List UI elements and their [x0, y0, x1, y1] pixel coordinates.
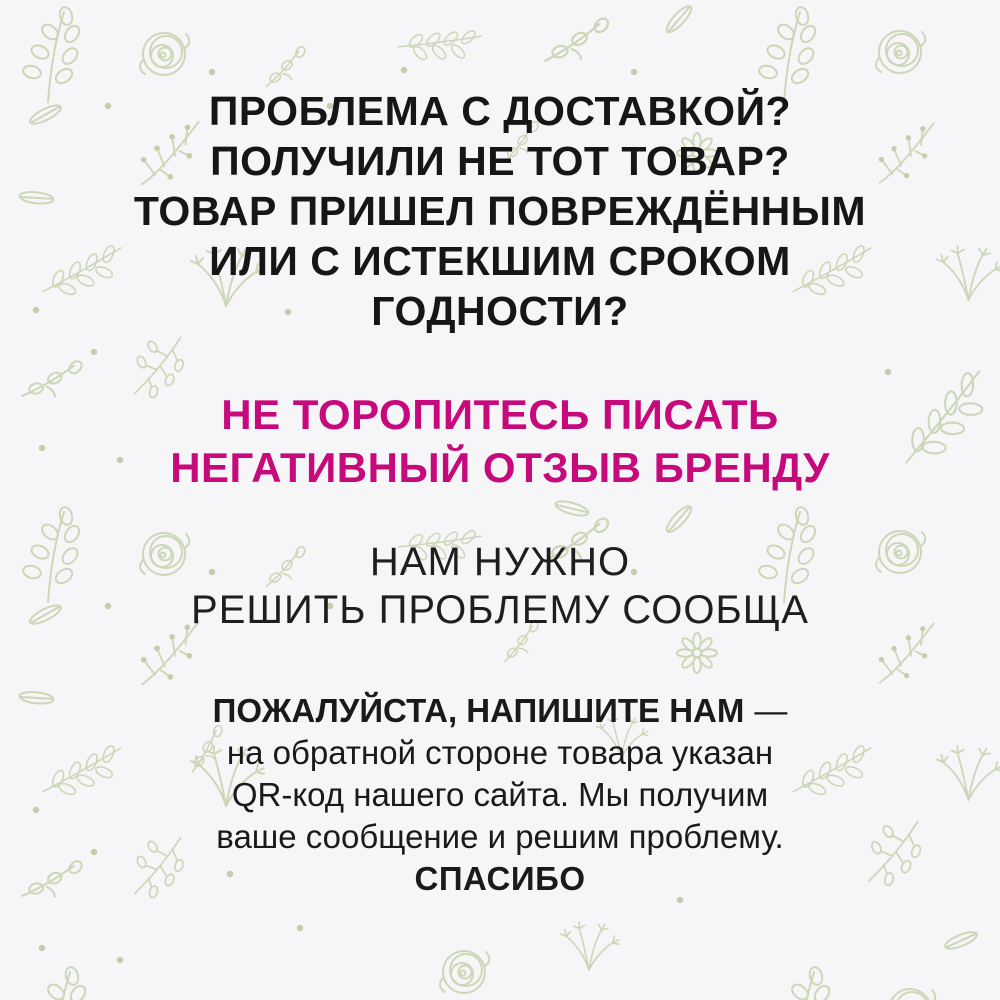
footer-lead-line: [0, 690, 1000, 732]
subheading: [0, 538, 1000, 634]
footer-dash: —: [754, 692, 788, 729]
subheading-line-1: НАМ НУЖНО: [369, 540, 631, 584]
accent-line-1: НЕ ТОРОПИТЕСЬ ПИСАТЬ: [221, 391, 779, 438]
headline: [0, 86, 1000, 336]
headline-line-3: ТОВАР ПРИШЕЛ ПОВРЕЖДЁННЫМ: [133, 188, 867, 234]
thanks-label: СПАСИБО: [414, 860, 586, 897]
headline-line-5: ГОДНОСТИ?: [371, 288, 629, 334]
footer-body-line-3: ваше сообщение и решим проблему.: [216, 818, 784, 855]
footer-body-line-2: QR-код нашего сайта. Мы получим: [231, 776, 769, 813]
accent-message: [0, 388, 1000, 494]
footer-message: [0, 690, 1000, 900]
footer-lead: ПОЖАЛУЙСТА, НАПИШИТЕ НАМ: [212, 692, 745, 729]
footer-body-line-1: на обратной стороне товара указан: [226, 734, 774, 771]
headline-line-4: ИЛИ С ИСТЕКШИМ СРОКОМ: [209, 238, 791, 284]
subheading-line-2: РЕШИТЬ ПРОБЛЕМУ СООБЩА: [191, 588, 809, 632]
headline-line-1: ПРОБЛЕМА С ДОСТАВКОЙ?: [208, 88, 792, 134]
accent-line-2: НЕГАТИВНЫЙ ОТЗЫВ БРЕНДУ: [170, 444, 830, 491]
headline-line-2: ПОЛУЧИЛИ НЕ ТОТ ТОВАР?: [210, 138, 790, 184]
